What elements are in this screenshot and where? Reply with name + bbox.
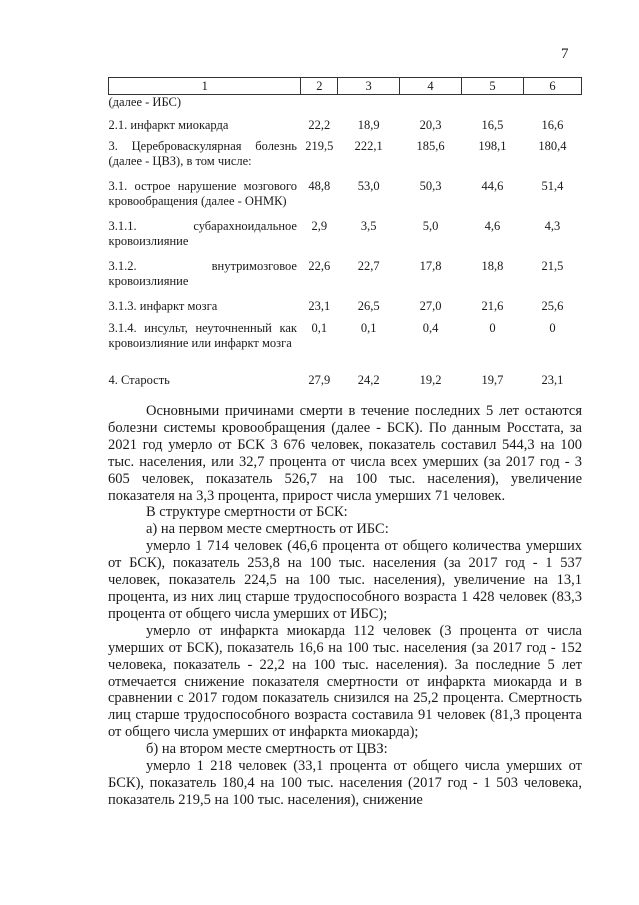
table-cell: 21,5 — [541, 258, 564, 273]
table-cell: 26,5 — [357, 298, 380, 313]
column-header: 4 — [400, 78, 462, 95]
paragraph: умерло 1 714 человек (46,6 процента от общего количества умерших от БСК), показатель 253,8 на 100 тыс. населения (за 2017 год - 1 537 человек, показатель 224,5 на 100 тыс. населения), увеличение на 13,1 процента, из них лиц старше трудоспособного возраста 1 428 человек (83,3 процента от общего числа умерших от ИБС); — [108, 538, 582, 622]
row-label: 3.1. острое нарушение мозгового кровообращения (далее - ОНМК) — [108, 178, 297, 208]
table-cell: 0,1 — [311, 320, 328, 335]
row-label: (далее - ИБС) — [108, 95, 182, 109]
table-cell: 19,7 — [481, 372, 504, 387]
table-body — [109, 95, 582, 393]
table-row — [109, 139, 582, 179]
table-cell: 27,0 — [419, 298, 442, 313]
table-cell: 180,4 — [538, 138, 567, 153]
table-cell: 0,1 — [360, 320, 377, 335]
table-cell: 3,5 — [360, 218, 377, 233]
table-row — [109, 95, 582, 118]
paragraph: умерло от инфаркта миокарда 112 человек (3 процента от числа умерших от БСК), показатель 16,6 на 100 тыс. населения (за 2017 год - 152 человека, показатель - 22,2 на 100 тыс. населения). За последние 5 лет отмечается снижение показателя смертности от инфаркта миокарда и в сравнении с 2017 годом показатель снизился на 25,2 процента. Смертность лиц старше трудоспособного возраста составила 91 человек (81,3 процента от общего числа умерших от инфаркта миокарда); — [108, 622, 582, 741]
paragraph: В структуре смертности от БСК: — [146, 504, 348, 521]
table-cell: 222,1 — [354, 138, 383, 153]
column-header: 1 — [109, 78, 301, 95]
table-cell — [462, 95, 524, 118]
table-row — [109, 118, 582, 139]
table-cell: 22,7 — [357, 258, 380, 273]
table-cell — [400, 95, 462, 118]
table-cell: 5,0 — [422, 218, 439, 233]
row-label: 4. Старость — [108, 372, 170, 387]
table-cell: 16,5 — [481, 117, 504, 132]
table-cell: 18,9 — [357, 117, 380, 132]
table-cell: 20,3 — [419, 117, 442, 132]
column-header: 3 — [338, 78, 400, 95]
table-cell: 22,2 — [308, 117, 331, 132]
table-cell: 219,5 — [305, 138, 334, 153]
table-cell: 27,9 — [308, 372, 331, 387]
table-cell: 53,0 — [357, 178, 380, 193]
column-header: 2 — [301, 78, 338, 95]
table-cell: 2,9 — [311, 218, 328, 233]
table-cell: 185,6 — [416, 138, 445, 153]
row-label: 3.1.4. инсульт, неуточненный как кровоизлияние или инфаркт мозга — [108, 320, 297, 350]
table-row — [109, 259, 582, 299]
table-cell: 51,4 — [541, 178, 564, 193]
table-cell: 23,1 — [541, 372, 564, 387]
row-label: 3.1.1. субарахноидальное кровоизлияние — [108, 218, 297, 248]
table-cell: 18,8 — [481, 258, 504, 273]
paragraph: а) на первом месте смертность от ИБС: — [146, 521, 389, 538]
table-cell: 198,1 — [478, 138, 507, 153]
table-cell: 0,4 — [422, 320, 439, 335]
body-text — [108, 403, 582, 809]
table-cell: 23,1 — [308, 298, 331, 313]
table-cell: 25,6 — [541, 298, 564, 313]
table-cell: 4,3 — [544, 218, 561, 233]
table-cell: 21,6 — [481, 298, 504, 313]
table-row — [109, 179, 582, 219]
mortality-table — [108, 77, 582, 393]
row-label: 3.1.2. внутримозговое кровоизлияние — [108, 258, 297, 288]
table-cell — [301, 95, 338, 118]
column-header: 6 — [523, 78, 581, 95]
table-cell: 24,2 — [357, 372, 380, 387]
table-row — [109, 219, 582, 259]
table-cell: 19,2 — [419, 372, 442, 387]
table-cell: 0 — [549, 320, 556, 335]
table-header-row — [109, 78, 582, 95]
table-cell: 4,6 — [484, 218, 501, 233]
table-cell: 22,6 — [308, 258, 331, 273]
paragraph: б) на втором месте смертность от ЦВЗ: — [146, 741, 388, 758]
table-cell: 17,8 — [419, 258, 442, 273]
table-cell — [523, 95, 581, 118]
table-row — [109, 321, 582, 373]
table-cell: 50,3 — [419, 178, 442, 193]
table-cell: 0 — [489, 320, 496, 335]
table-row — [109, 299, 582, 321]
table-cell: 44,6 — [481, 178, 504, 193]
row-label: 3. Цереброваскулярная болезнь (далее - ЦВЗ), в том числе: — [108, 138, 297, 168]
column-header: 5 — [462, 78, 524, 95]
row-label: 3.1.3. инфаркт мозга — [108, 298, 218, 313]
table-row — [109, 373, 582, 393]
paragraph: умерло 1 218 человек (33,1 процента от общего числа умерших от БСК), показатель 180,4 на 100 тыс. населения (2017 год - 1 503 человека, показатель 219,5 на 100 тыс. населения), снижение — [108, 758, 582, 808]
row-label: 2.1. инфаркт миокарда — [108, 117, 229, 132]
page-number: 7 — [561, 46, 569, 62]
table-cell — [338, 95, 400, 118]
table-cell: 48,8 — [308, 178, 331, 193]
table-cell: 16,6 — [541, 117, 564, 132]
paragraph: Основными причинами смерти в течение последних 5 лет остаются болезни системы кровообращения (далее - БСК). По данным Росстата, за 2021 год умерло от БСК 3 676 человек, показатель составил 544,3 на 100 тыс. населения, или 32,7 процента от числа всех умерших (за 2017 год - 3 605 человек, показатель 526,7 на 100 тыс. населения), увеличение показателя на 3,3 процента, прирост числа умерших 71 человек. — [108, 403, 582, 504]
